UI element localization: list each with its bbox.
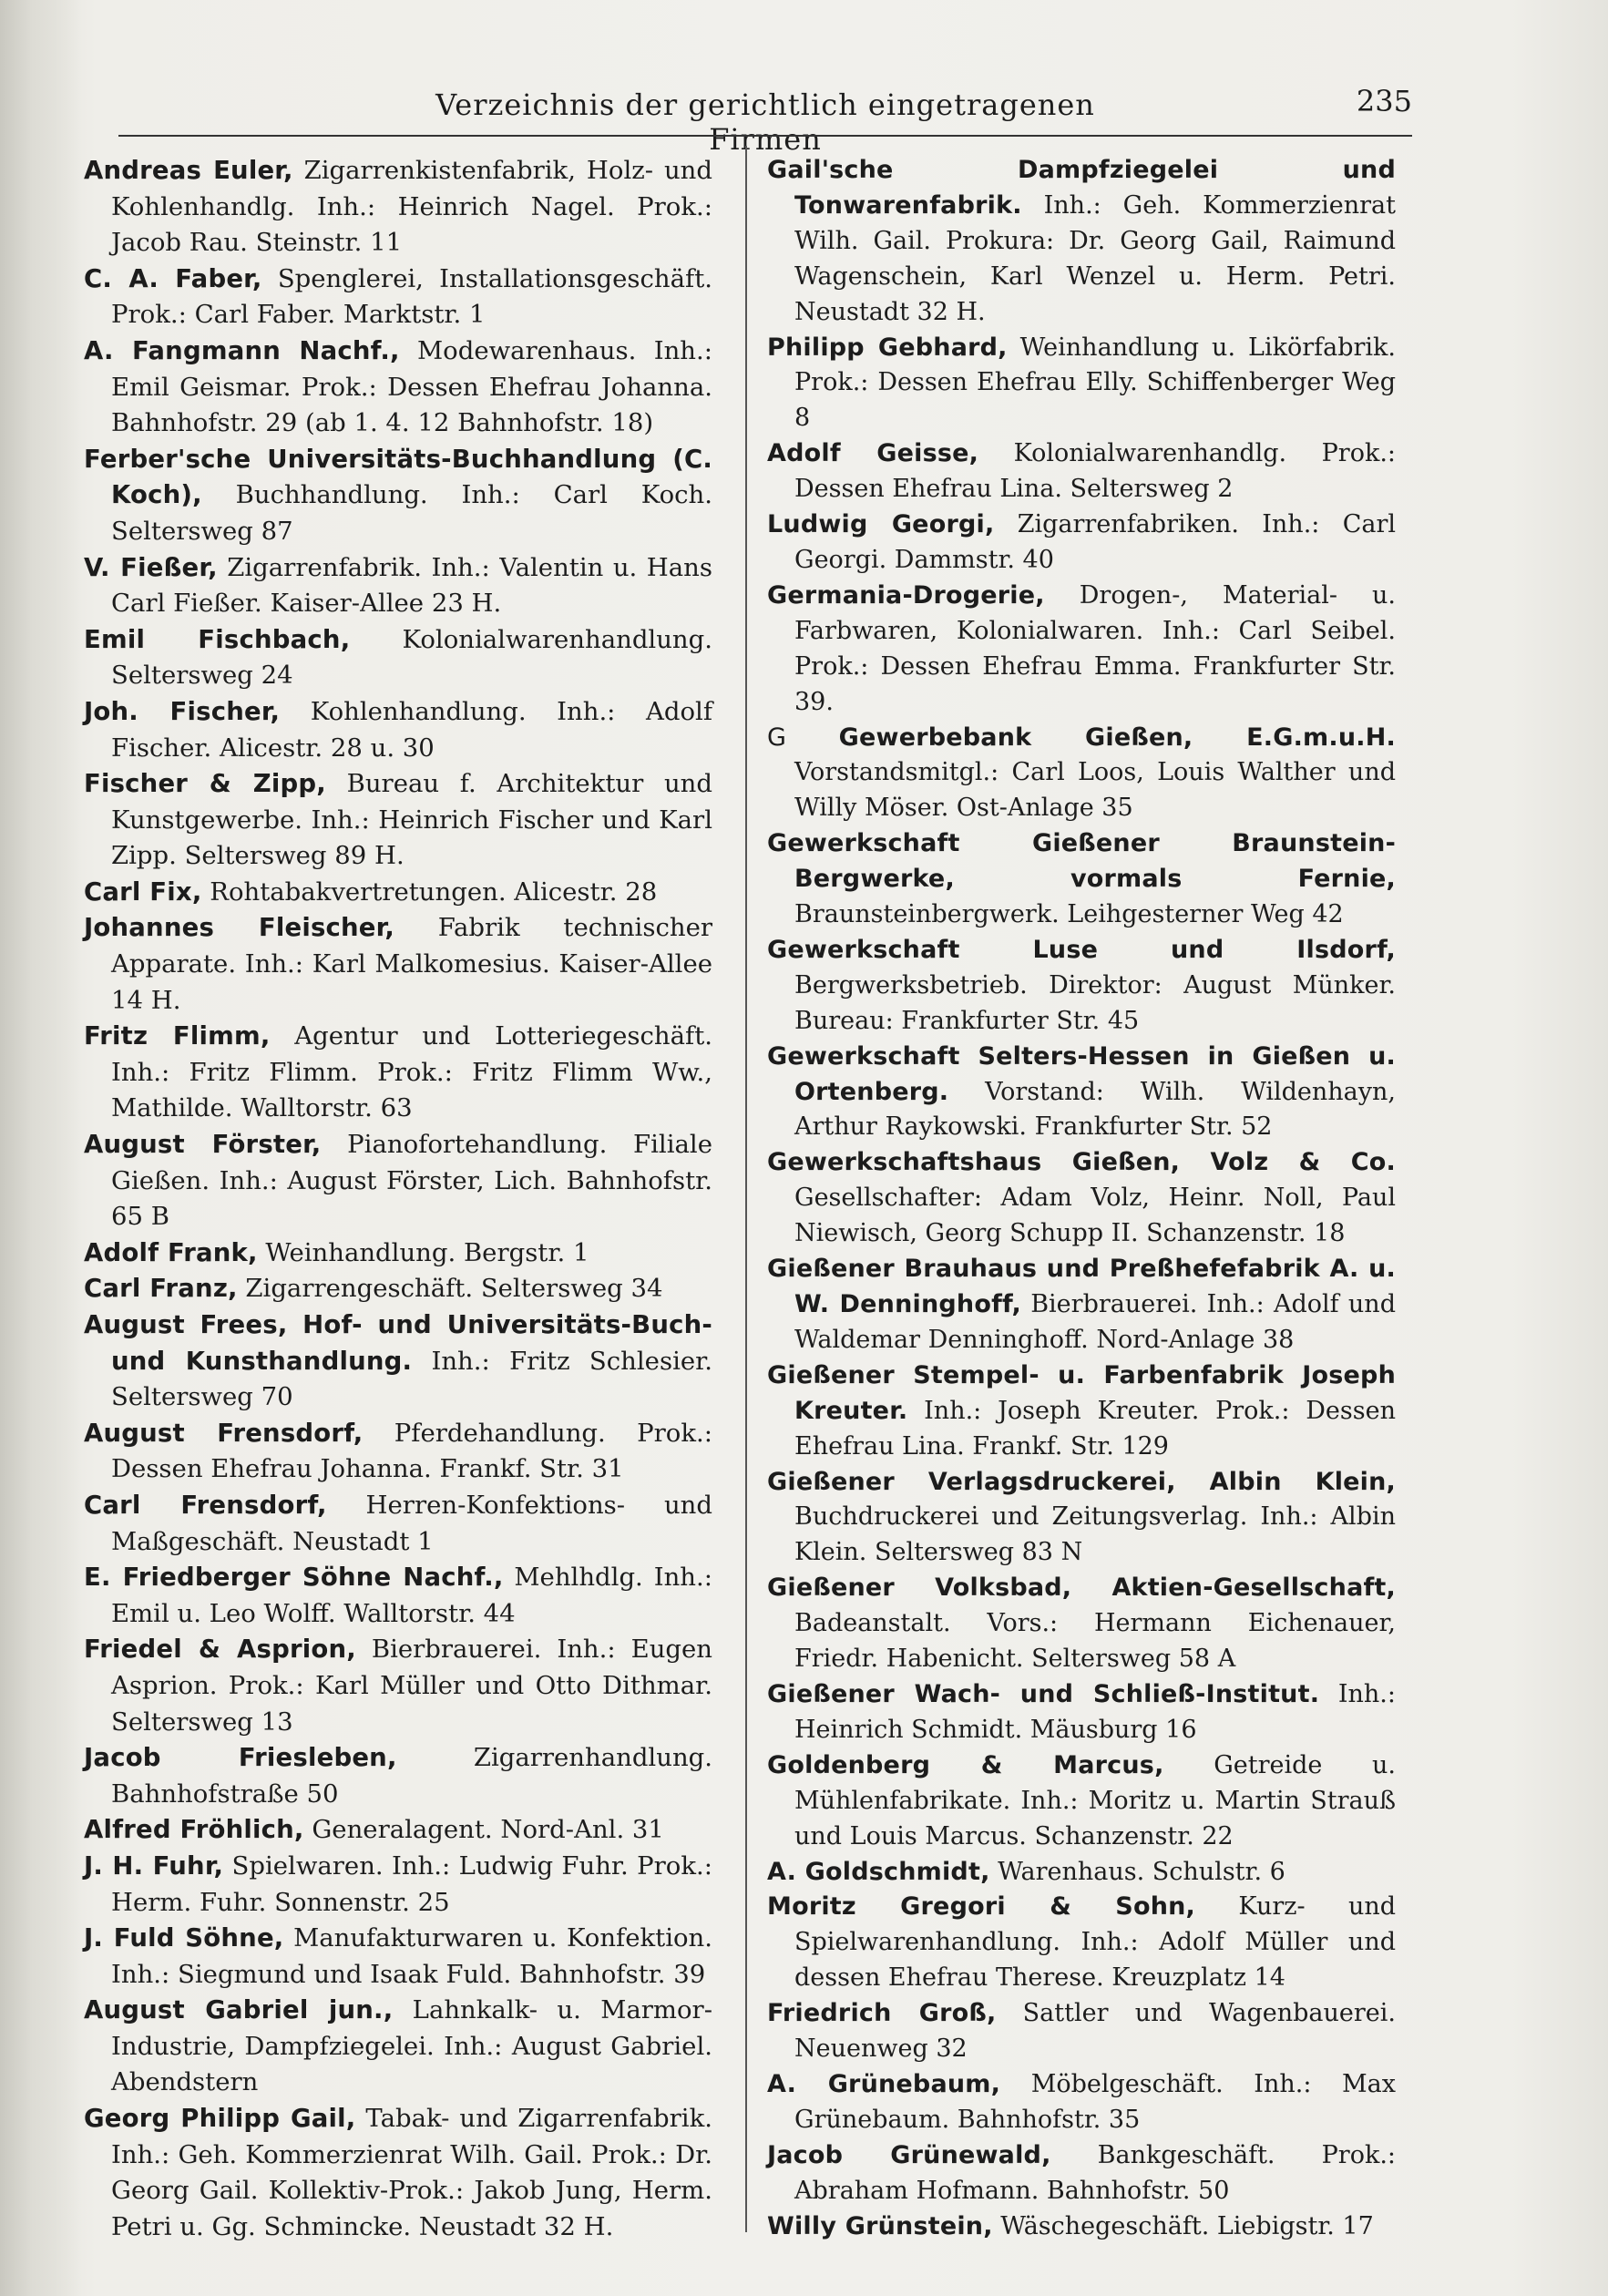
- firm-details: Agentur und Lotteriegeschäft. Inh.: Fritz Flimm. Prok.: Fritz Flimm Ww., Mathilde. Walltorstr. 63: [111, 1021, 712, 1123]
- firm-details: Zigarrenhandlung. Bahnhofstraße 50: [111, 1743, 712, 1809]
- firm-details: Bureau f. Architektur und Kunstgewerbe. Inh.: Heinrich Fischer und Karl Zipp. Seltersweg 89 H.: [111, 769, 712, 871]
- firm-entry: [84, 550, 712, 622]
- firm-details: Inh.: Geh. Kommerzienrat Wilh. Gail. Prokura: Dr. Georg Gail, Raimund Wagenschein, Karl Wenzel u. Herm. Petri. Neustadt 32 H.: [794, 190, 1396, 326]
- firm-details: Inh.: Joseph Kreuter. Prok.: Dessen Ehefrau Lina. Frankf. Str. 129: [794, 1396, 1396, 1461]
- page-fold-shadow: [0, 0, 82, 2296]
- firm-details: Inh.: Fritz Schlesier. Seltersweg 70: [111, 1346, 712, 1412]
- firm-name: August Frees, Hof- und Universitäts-Buch- und Kunsthandlung.: [84, 1310, 712, 1376]
- firm-details: Buchdruckerei und Zeitungsverlag. Inh.: Albin Klein. Seltersweg 83 N: [794, 1502, 1396, 1567]
- firm-name: A. Goldschmidt,: [767, 1857, 990, 1886]
- firm-name: Willy Grünstein,: [767, 2211, 993, 2240]
- firm-details: Kohlenhandlung. Inh.: Adolf Fischer. Alicestr. 28 u. 30: [111, 696, 712, 763]
- firm-name: Emil Fischbach,: [84, 624, 351, 654]
- firm-name: Friedrich Groß,: [767, 1999, 997, 2028]
- right-column: [767, 153, 1396, 2244]
- firm-name: Gewerkschaft Selters-Hessen in Gießen u. Ortenberg.: [767, 1041, 1396, 1106]
- firm-entry: [84, 1921, 712, 1993]
- firm-entry: [767, 1890, 1396, 1996]
- firm-entry: [767, 826, 1396, 933]
- left-column: [84, 153, 712, 2245]
- running-title: Verzeichnis der gerichtlich eingetragenen Firmen: [435, 87, 1095, 157]
- firm-name: Gail'sche Dampfziegelei und Tonwarenfabrik.: [767, 156, 1396, 220]
- firm-entry: [767, 2067, 1396, 2138]
- firm-name: Gießener Verlagsdruckerei, Albin Klein,: [767, 1467, 1396, 1496]
- firm-name: August Gabriel jun.,: [84, 1995, 394, 2025]
- firm-details: Buchhandlung. Inh.: Carl Koch. Seltersweg 87: [111, 480, 712, 546]
- firm-name: August Förster,: [84, 1130, 322, 1160]
- column-divider: [745, 146, 747, 2232]
- firm-entry: [767, 1748, 1396, 1855]
- firm-details: Herren-Konfektions- und Maßgeschäft. Neustadt 1: [111, 1490, 712, 1556]
- firm-entry: [84, 1307, 712, 1416]
- firm-details: Vorstandsmitgl.: Carl Loos, Louis Walther und Willy Möser. Ost-Anlage 35: [794, 758, 1396, 823]
- firm-name: Gewerkschaft Gießener Braunstein-Bergwerke, vormals Fernie,: [767, 829, 1396, 894]
- firm-name: Andreas Euler,: [84, 156, 293, 185]
- firm-details: Pferdehandlung. Prok.: Dessen Ehefrau Johanna. Frankf. Str. 31: [111, 1418, 712, 1484]
- firm-details: Rohtabakvertretungen. Alicestr. 28: [201, 876, 658, 907]
- firm-name: Johannes Fleischer,: [84, 913, 395, 943]
- firm-entry: [767, 331, 1396, 437]
- firm-name: V. Fießer,: [84, 552, 218, 582]
- page-number: 235: [1356, 84, 1412, 118]
- firm-entry: [767, 153, 1396, 331]
- firm-entry: [84, 1235, 712, 1272]
- margin-mark: G: [767, 723, 839, 752]
- firm-details: Weinhandlung. Bergstr. 1: [257, 1237, 589, 1267]
- firm-entry: [84, 1740, 712, 1812]
- firm-details: Generalagent. Nord-Anl. 31: [303, 1815, 664, 1845]
- firm-name: C. A. Faber,: [84, 263, 262, 293]
- firm-entry: [767, 1677, 1396, 1748]
- firm-entry: [767, 579, 1396, 721]
- firm-entry: [767, 1465, 1396, 1572]
- firm-entry: [767, 507, 1396, 579]
- firm-name: Gießener Stempel- u. Farbenfabrik Joseph Kreuter.: [767, 1360, 1396, 1425]
- firm-entry: [84, 694, 712, 766]
- firm-entry: [84, 1488, 712, 1560]
- firm-name: Carl Frensdorf,: [84, 1490, 327, 1520]
- firm-name: E. Friedberger Söhne Nachf.,: [84, 1563, 504, 1593]
- firm-name: Fritz Flimm,: [84, 1021, 271, 1051]
- firm-name: Carl Fix,: [84, 876, 202, 907]
- firm-name: Fischer & Zipp,: [84, 769, 326, 799]
- firm-details: Modewarenhaus. Inh.: Emil Geismar. Prok.: Dessen Ehefrau Johanna. Bahnhofstr. 29 (ab 1. 4. 12 Bahnhofstr. 18): [111, 335, 712, 438]
- firm-entry: [767, 2138, 1396, 2209]
- firm-details: Bierbrauerei. Inh.: Eugen Asprion. Prok.: Karl Müller und Otto Dithmar. Seltersweg 13: [111, 1635, 712, 1737]
- firm-name: Friedel & Asprion,: [84, 1635, 356, 1665]
- firm-details: Zigarrenfabriken. Inh.: Carl Georgi. Dammstr. 40: [794, 510, 1396, 574]
- firm-details: Manufakturwaren u. Konfektion. Inh.: Siegmund und Isaak Fuld. Bahnhofstr. 39: [111, 1923, 712, 1989]
- firm-entry: [84, 1632, 712, 1740]
- firm-name: Ludwig Georgi,: [767, 510, 995, 539]
- firm-entry: [767, 1040, 1396, 1146]
- firm-entry: [84, 153, 712, 261]
- firm-name: A. Fangmann Nachf.,: [84, 335, 400, 365]
- firm-entry: [84, 2101, 712, 2245]
- firm-details: Sattler und Wagenbauerei. Neuenweg 32: [794, 1999, 1396, 2064]
- firm-entry: [84, 1271, 712, 1307]
- firm-name: Gewerkschaft Luse und Ilsdorf,: [767, 935, 1396, 964]
- firm-entry: [84, 622, 712, 694]
- firm-details: Bankgeschäft. Prok.: Abraham Hofmann. Bahnhofstr. 50: [794, 2140, 1396, 2205]
- firm-details: Lahnkalk- u. Marmor-Industrie, Dampfziegelei. Inh.: August Gabriel. Abendstern: [111, 1995, 712, 2097]
- firm-entry: [767, 2209, 1396, 2245]
- firm-details: Möbelgeschäft. Inh.: Max Grünebaum. Bahnhofstr. 35: [794, 2069, 1397, 2134]
- firm-name: Adolf Frank,: [84, 1237, 258, 1267]
- firm-details: Drogen-, Material- u. Farbwaren, Kolonialwaren. Inh.: Carl Seibel. Prok.: Dessen Ehefrau Emma. Frankfurter Str. 39.: [794, 580, 1396, 716]
- firm-details: Kurz- und Spielwarenhandlung. Inh.: Adolf Müller und dessen Ehefrau Therese. Kreuzplatz 14: [794, 1892, 1397, 1993]
- firm-entry: [84, 1812, 712, 1849]
- firm-details: Pianofortehandlung. Filiale Gießen. Inh.: August Förster, Lich. Bahnhofstr. 65 B: [111, 1130, 712, 1232]
- firm-name: Gewerbebank Gießen, E.G.m.u.H.: [838, 723, 1396, 752]
- firm-name: Moritz Gregori & Sohn,: [767, 1892, 1196, 1922]
- firm-name: Philipp Gebhard,: [767, 333, 1008, 362]
- firm-entry: [767, 436, 1396, 507]
- firm-entry: [767, 1855, 1396, 1891]
- firm-entry: [84, 910, 712, 1019]
- firm-entry: [84, 1127, 712, 1235]
- firm-details: Kolonialwarenhandlung. Seltersweg 24: [111, 624, 712, 691]
- firm-details: Braunsteinbergwerk. Leihgesterner Weg 42: [794, 900, 1344, 929]
- firm-name: Ferber'sche Universitäts-Buchhandlung (C. Koch),: [84, 444, 712, 510]
- firm-details: Inh.: Heinrich Schmidt. Mäusburg 16: [794, 1679, 1396, 1744]
- firm-name: August Frensdorf,: [84, 1418, 364, 1448]
- firm-details: Gesellschafter: Adam Volz, Heinr. Noll, Paul Niewisch, Georg Schupp II. Schanzenstr. 18: [794, 1184, 1396, 1248]
- firm-entry: [84, 442, 712, 550]
- firm-details: Tabak- und Zigarrenfabrik. Inh.: Geh. Kommerzienrat Wilh. Gail. Prok.: Dr. Georg Gail. Kollektiv-Prok.: Jakob Jung, Herm. Petri u. Gg. Schmincke. Neustadt 32 H.: [111, 2104, 713, 2241]
- firm-details: Zigarrenfabrik. Inh.: Valentin u. Hans Carl Fießer. Kaiser-Allee 23 H.: [111, 552, 712, 619]
- firm-details: Warenhaus. Schulstr. 6: [989, 1857, 1285, 1886]
- firm-name: J. H. Fuhr,: [84, 1850, 224, 1881]
- firm-details: Mehlhdlg. Inh.: Emil u. Leo Wolff. Walltorstr. 44: [111, 1563, 712, 1628]
- firm-entry: [84, 1019, 712, 1127]
- firm-name: J. Fuld Söhne,: [84, 1923, 284, 1953]
- firm-details: Fabrik technischer Apparate. Inh.: Karl Malkomesius. Kaiser-Allee 14 H.: [111, 913, 712, 1015]
- firm-details: Badeanstalt. Vors.: Hermann Eichenauer, Friedr. Habenicht. Seltersweg 58 A: [794, 1609, 1396, 1674]
- header-rule: [118, 135, 1412, 137]
- firm-name: Jacob Friesleben,: [84, 1743, 397, 1773]
- firm-details: Bergwerksbetrieb. Direktor: August Münker. Bureau: Frankfurter Str. 45: [794, 970, 1396, 1035]
- firm-name: Jacob Grünewald,: [767, 2140, 1051, 2169]
- firm-entry: [84, 1416, 712, 1488]
- firm-name: Germania-Drogerie,: [767, 580, 1045, 610]
- firm-name: Joh. Fischer,: [84, 696, 281, 726]
- firm-entry: [767, 1996, 1396, 2067]
- firm-entry: [84, 1849, 712, 1921]
- firm-entry: [767, 1252, 1396, 1358]
- firm-name: Gewerkschaftshaus Gießen, Volz & Co.: [767, 1148, 1396, 1177]
- firm-entry: [767, 1145, 1396, 1252]
- firm-name: A. Grünebaum,: [767, 2069, 1001, 2098]
- firm-entry: [84, 766, 712, 875]
- firm-details: Bierbrauerei. Inh.: Adolf und Waldemar Denninghoff. Nord-Anlage 38: [794, 1290, 1396, 1354]
- firm-name: Gießener Brauhaus und Preßhefefabrik A. u. W. Denninghoff,: [767, 1255, 1396, 1318]
- firm-name: Gießener Wach- und Schließ-Institut.: [767, 1679, 1320, 1708]
- firm-details: Zigarrenkistenfabrik, Holz- und Kohlenhandlg. Inh.: Heinrich Nagel. Prok.: Jacob Rau. Steinstr. 11: [111, 156, 712, 258]
- firm-details: Wäschegeschäft. Liebigstr. 17: [992, 2211, 1374, 2240]
- firm-entry: [84, 1560, 712, 1632]
- page-header: [118, 82, 1412, 157]
- firm-details: Spenglerei, Installationsgeschäft. Prok.: Carl Faber. Marktstr. 1: [111, 263, 712, 330]
- firm-details: Weinhandlung u. Likörfabrik. Prok.: Dessen Ehefrau Elly. Schiffenberger Weg 8: [794, 333, 1396, 433]
- firm-name: Georg Philipp Gail,: [84, 2104, 356, 2134]
- firm-entry: [84, 333, 712, 442]
- firm-entry: [767, 1358, 1396, 1465]
- firm-name: Adolf Geisse,: [767, 439, 979, 468]
- firm-entry: [84, 1993, 712, 2101]
- firm-details: Getreide u. Mühlenfabrikate. Inh.: Moritz u. Martin Strauß und Louis Marcus. Schanzenstr. 22: [794, 1750, 1396, 1850]
- firm-details: Kolonialwarenhandlg. Prok.: Dessen Ehefrau Lina. Seltersweg 2: [794, 439, 1396, 504]
- firm-entry: [767, 721, 1396, 827]
- firm-details: Vorstand: Wilh. Wildenhayn, Arthur Raykowski. Frankfurter Str. 52: [794, 1077, 1396, 1142]
- firm-details: Spielwaren. Inh.: Ludwig Fuhr. Prok.: Herm. Fuhr. Sonnenstr. 25: [111, 1850, 713, 1917]
- firm-name: Goldenberg & Marcus,: [767, 1750, 1164, 1779]
- firm-entry: [84, 261, 712, 333]
- firm-name: Carl Franz,: [84, 1274, 238, 1304]
- firm-entry: [767, 933, 1396, 1040]
- firm-entry: [767, 1571, 1396, 1677]
- firm-name: Gießener Volksbad, Aktien-Gesellschaft,: [767, 1573, 1396, 1603]
- firm-name: Alfred Fröhlich,: [84, 1815, 304, 1845]
- firm-details: Zigarrengeschäft. Seltersweg 34: [237, 1274, 663, 1304]
- firm-entry: [84, 875, 712, 911]
